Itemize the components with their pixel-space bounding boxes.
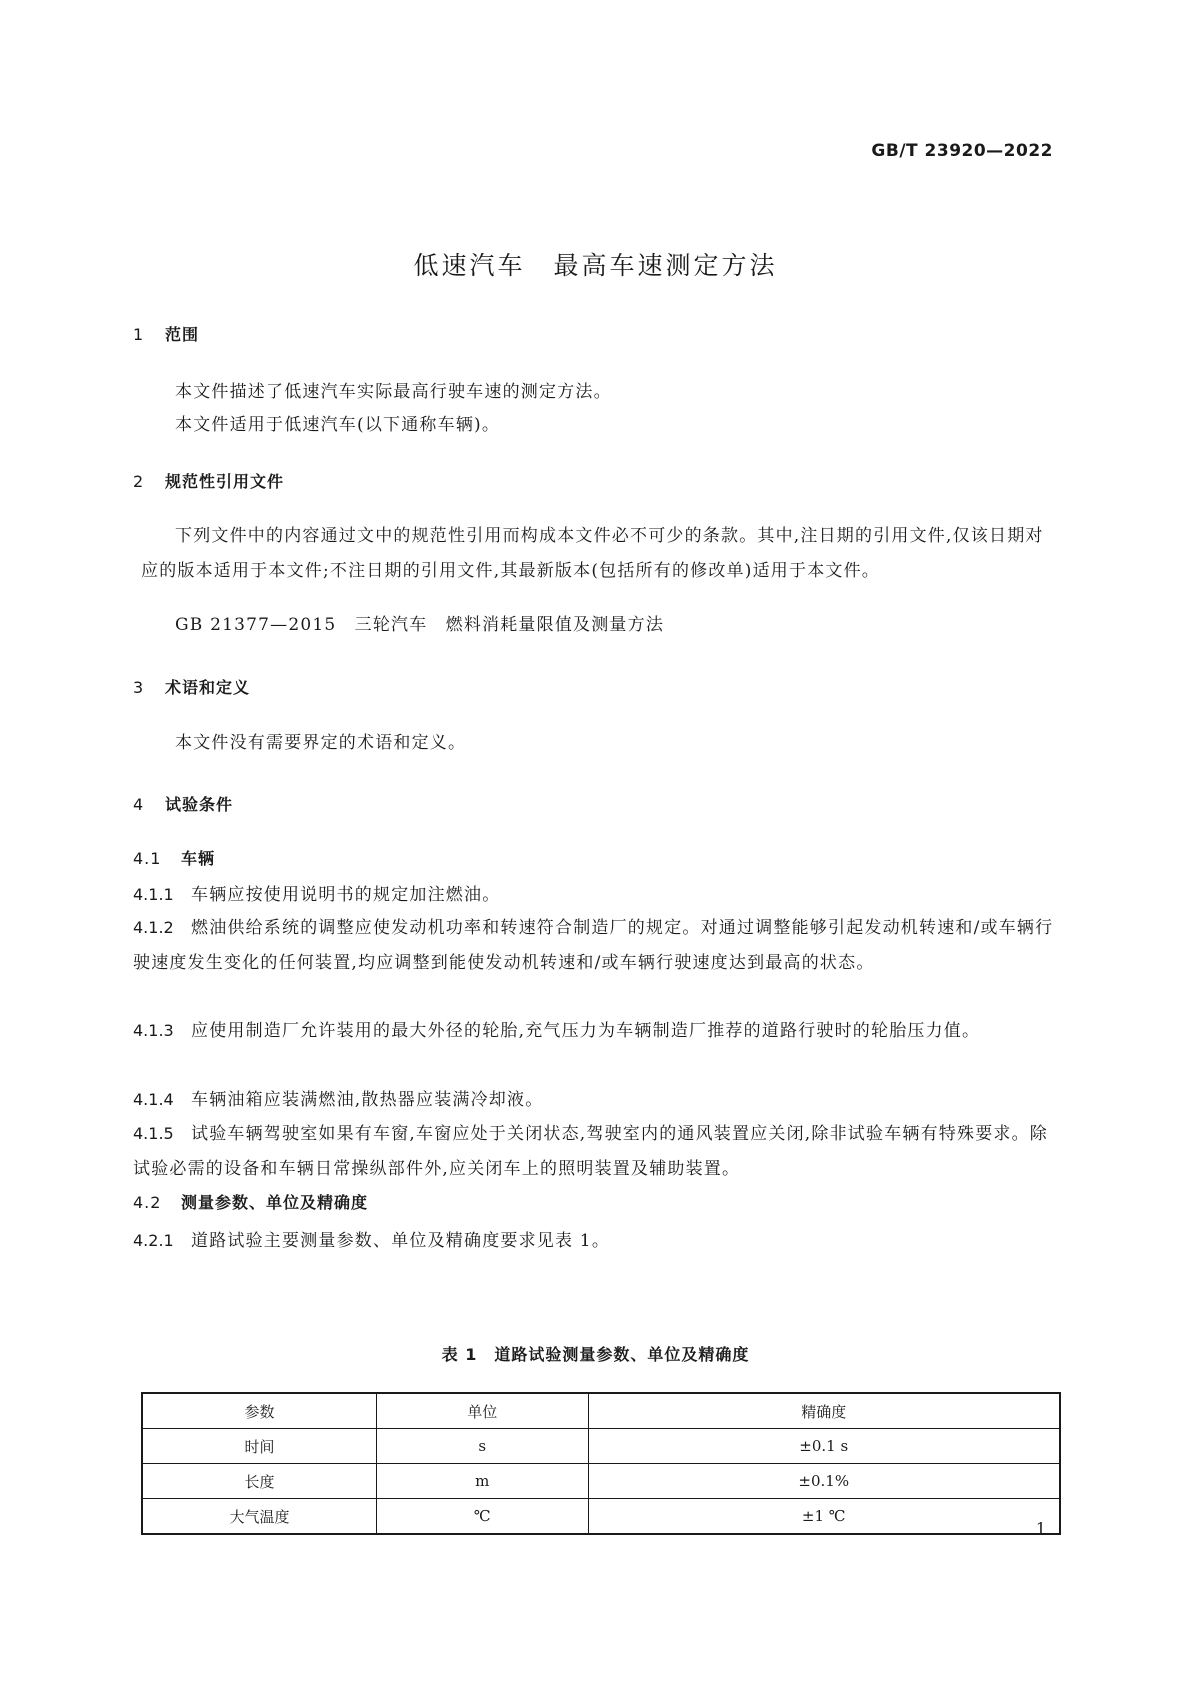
section-number: 2 xyxy=(133,472,145,491)
clause-number: 4.1.4 xyxy=(133,1090,174,1109)
subsection-number: 4.1 xyxy=(133,849,162,868)
table-cell: m xyxy=(376,1464,588,1499)
document-title: 低速汽车 最高车速测定方法 xyxy=(413,251,778,280)
section-2-paragraph: 下列文件中的内容通过文中的规范性引用而构成本文件必不可少的条款。其中,注日期的引用文件,仅该日期对应的版本适用于本文件;不注日期的引用文件,其最新版本(包括所有的修改单)适用于本文件。 xyxy=(141,526,1044,581)
clause-4-1-1 xyxy=(133,878,1061,913)
clause-text: 应使用制造厂允许装用的最大外径的轮胎,充气压力为车辆制造厂推荐的道路行驶时的轮胎压力值。 xyxy=(191,1021,981,1041)
clause-number: 4.2.1 xyxy=(133,1231,174,1250)
clause-text: 试验车辆驾驶室如果有车窗,车窗应处于关闭状态,驾驶室内的通风装置应关闭,除非试验车辆有特殊要求。除试验必需的设备和车辆日常操纵部件外,应关闭车上的照明装置及辅助装置。 xyxy=(133,1124,1049,1179)
clause-4-1-3 xyxy=(133,1014,1061,1049)
section-3-heading xyxy=(133,675,250,698)
clause-number: 4.1.2 xyxy=(133,918,174,937)
table-header-cell: 参数 xyxy=(142,1393,376,1429)
table-cell: s xyxy=(376,1429,588,1464)
table-cell: 长度 xyxy=(142,1464,376,1499)
section-number: 4 xyxy=(133,795,145,814)
table-header-row xyxy=(142,1393,1060,1429)
clause-4-1-2 xyxy=(133,911,1061,980)
clause-4-2-1 xyxy=(133,1224,1061,1259)
clause-number: 4.1.3 xyxy=(133,1021,174,1040)
section-2-heading xyxy=(133,469,284,492)
table-row xyxy=(142,1464,1060,1499)
section-1-paragraph-2: 本文件适用于低速汽车(以下通称车辆)。 xyxy=(175,415,501,435)
section-title: 试验条件 xyxy=(165,795,234,814)
table-cell: ±0.1 s xyxy=(588,1429,1060,1464)
clause-text: 车辆油箱应装满燃油,散热器应装满冷却液。 xyxy=(191,1090,544,1110)
section-title: 规范性引用文件 xyxy=(165,472,285,491)
section-title: 范围 xyxy=(165,325,200,344)
table-cell: ±0.1% xyxy=(588,1464,1060,1499)
subsection-title: 车辆 xyxy=(181,849,216,868)
table-row xyxy=(142,1499,1060,1535)
table-header-cell: 单位 xyxy=(376,1393,588,1429)
subsection-number: 4.2 xyxy=(133,1193,162,1212)
clause-text: 道路试验主要测量参数、单位及精确度要求见表 1。 xyxy=(191,1231,611,1251)
section-1-paragraph-1: 本文件描述了低速汽车实际最高行驶车速的测定方法。 xyxy=(175,382,612,402)
table-1-caption: 表 1 道路试验测量参数、单位及精确度 xyxy=(441,1345,750,1364)
normative-reference: GB 21377—2015 三轮汽车 燃料消耗量限值及测量方法 xyxy=(175,615,665,635)
table-header-cell: 精确度 xyxy=(588,1393,1060,1429)
section-3-paragraph: 本文件没有需要界定的术语和定义。 xyxy=(175,733,467,753)
section-4-heading xyxy=(133,792,233,815)
table-cell: ±1 ℃ xyxy=(588,1499,1060,1535)
clause-4-1-4 xyxy=(133,1083,1061,1118)
subsection-4-2-heading xyxy=(133,1190,368,1213)
table-1 xyxy=(141,1392,1061,1535)
clause-number: 4.1.5 xyxy=(133,1124,174,1143)
table-cell: 时间 xyxy=(142,1429,376,1464)
clause-number: 4.1.1 xyxy=(133,885,174,904)
page-number: 1 xyxy=(1035,1519,1046,1538)
table-row xyxy=(142,1429,1060,1464)
section-number: 1 xyxy=(133,325,145,344)
table-cell: 大气温度 xyxy=(142,1499,376,1535)
clause-text: 燃油供给系统的调整应使发动机功率和转速符合制造厂的规定。对通过调整能够引起发动机转速和/或车辆行驶速度发生变化的任何装置,均应调整到能使发动机转速和/或车辆行驶速度达到最高的状态。 xyxy=(133,918,1054,973)
clause-text: 车辆应按使用说明书的规定加注燃油。 xyxy=(191,885,501,905)
subsection-4-1-heading xyxy=(133,846,215,869)
section-1-heading xyxy=(133,322,199,345)
table-cell: ℃ xyxy=(376,1499,588,1535)
subsection-title: 测量参数、单位及精确度 xyxy=(181,1193,369,1212)
section-number: 3 xyxy=(133,678,145,697)
clause-4-1-5 xyxy=(133,1117,1061,1186)
standard-code: GB/T 23920—2022 xyxy=(871,141,1053,161)
section-title: 术语和定义 xyxy=(165,678,251,697)
